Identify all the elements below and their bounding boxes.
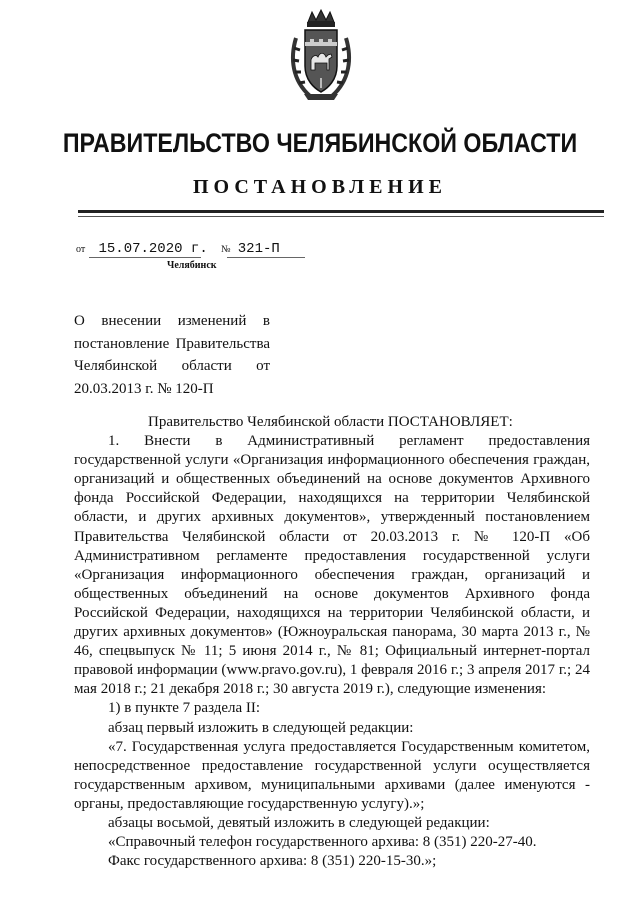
document-number: 321-П <box>237 241 280 257</box>
header-divider-thin <box>78 216 604 217</box>
paragraph-eighth-ninth: абзацы восьмой, девятый изложить в следующей редакции: <box>108 814 490 831</box>
document-subject: О внесении изменений в постановление Правительства Челябинской области от 20.03.2013 г. № 120-П <box>74 313 270 397</box>
fax-line: Факс государственного архива: 8 (351) 220-15-30.»; <box>108 853 437 870</box>
subitem-1: 1) в пункте 7 раздела II: <box>108 700 261 717</box>
paragraph-first: абзац первый изложить в следующей редакции: <box>108 719 414 736</box>
city-label: Челябинск <box>167 260 217 271</box>
document-date: 15.07.2020 г. <box>98 241 208 257</box>
number-prefix: № <box>220 244 231 255</box>
document-type: ПОСТАНОВЛЕНИЕ <box>193 176 447 198</box>
header-divider-thick <box>78 210 604 213</box>
chelyabinsk-coat-of-arms-icon <box>288 8 354 102</box>
quote-item-7: «7. Государственная услуга предоставляется Государственным комитетом, непосредственное предоставление государственной услуги осуществляется государственным архивом, муниципальными архивами (далее именуются - органы, предоставляющие государственную услугу).»; <box>74 738 590 812</box>
document-body <box>74 413 590 871</box>
preamble: Правительство Челябинской области ПОСТАНОВЛЯЕТ: <box>148 414 513 430</box>
registration-line <box>76 240 280 257</box>
phone-line: «Справочный телефон государственного архива: 8 (351) 220-27-40. <box>108 834 537 851</box>
government-title: ПРАВИТЕЛЬСТВО ЧЕЛЯБИНСКОЙ ОБЛАСТИ <box>62 128 578 158</box>
date-prefix: от <box>76 244 86 255</box>
date-underline <box>89 257 201 258</box>
number-underline <box>227 257 305 258</box>
item-1: 1. Внести в Административный регламент предоставления государственной услуги «Организация информационного обеспечения граждан, организаций и общественных объединений на основе документов Архивного фонда Российской Федерации, находящихся на территории Челябинской области, и других архивных документов», утвержденный постановлением Правительства Челябинской области от 20.03.2013 г. № 120-П «Об Административном регламенте предоставления государственной услуги «Организация информационного обеспечения граждан, организаций и общественных объединений на основе документов Архивного фонда Российской Федерации, находящихся на территории Челябинской области, и других архивных документов» (Южноуральская панорама, 30 марта 2013 г., № 46, спецвыпуск № 11; 5 июня 2014 г., № 81; Официальный интернет-портал правовой информации (www.pravo.gov.ru), 1 февраля 2016 г.; 3 апреля 2017 г.; 24 мая 2018 г.; 21 декабря 2018 г.; 30 августа 2019 г.), следующие изменения: <box>74 433 590 698</box>
